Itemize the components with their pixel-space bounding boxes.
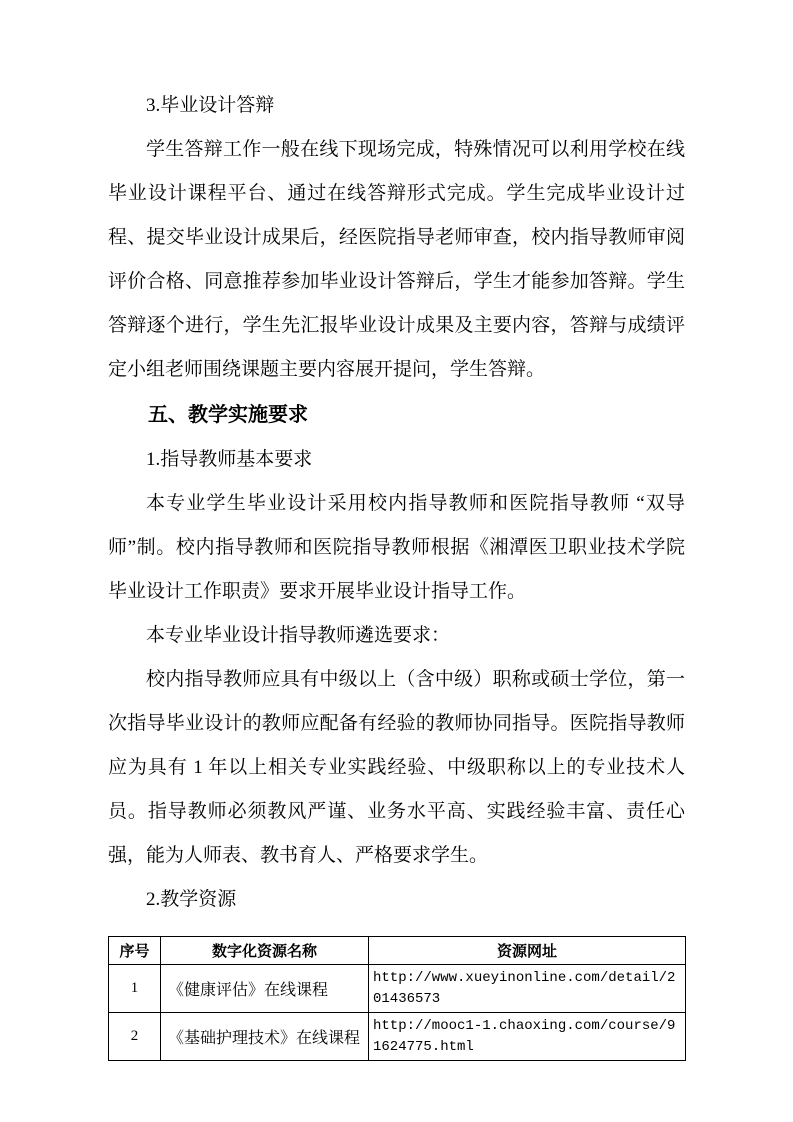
table-header-index: 序号 — [109, 937, 161, 965]
resource-url: http://www.xueyinonline.com/detail/201436573 — [369, 965, 686, 1013]
sub1-paragraph-1: 本专业学生毕业设计采用校内指导教师和医院指导教师 “双导师”制。校内指导教师和医院指导教师根据《湘潭医卫职业技术学院毕业设计工作职责》要求开展毕业设计指导工作。 — [108, 493, 685, 602]
section-3-body: 学生答辩工作一般在线下现场完成，特殊情况可以利用学校在线毕业设计课程平台、通过在线答辩形式完成。学生完成毕业设计过程、提交毕业设计成果后，经医院指导老师审查，校内指导教师审阅评价合格、同意推荐参加毕业设计答辩后，学生才能参加答辩。学生答辩逐个进行，学生先汇报毕业设计成果及主要内容，答辩与成绩评定小组老师围绕课题主要内容展开提问，学生答辩。 — [108, 139, 685, 380]
resource-name: 《基础护理技术》在线课程 — [161, 1013, 369, 1061]
sub1-paragraph-3: 校内指导教师应具有中级以上（含中级）职称或硕士学位，第一次指导毕业设计的教师应配备有经验的教师协同指导。医院指导教师应为具有 1 年以上相关专业实践经验、中级职称以上的专业技术人员。指导教师必须教风严谨、业务水平高、实践经验丰富、责任心强，能为人师表、教书育人、严格要求学生。 — [108, 669, 685, 866]
table-row — [109, 965, 686, 1013]
sub1-title: 1.指导教师基本要求 — [146, 449, 313, 470]
heading-five: 五、教学实施要求 — [148, 404, 308, 426]
table-header-row — [109, 937, 686, 965]
table-header-resource-name: 数字化资源名称 — [161, 937, 369, 965]
sub2-title: 2.教学资源 — [146, 889, 237, 910]
resource-url: http://mooc1-1.chaoxing.com/course/91624775.html — [369, 1013, 686, 1061]
table-header-resource-url: 资源网址 — [369, 937, 686, 965]
resource-name: 《健康评估》在线课程 — [161, 965, 369, 1013]
row-index: 1 — [109, 965, 161, 1013]
resource-table — [108, 936, 686, 1061]
table-row — [109, 1013, 686, 1061]
section-3-title: 3.毕业设计答辩 — [146, 95, 275, 116]
row-index: 2 — [109, 1013, 161, 1061]
sub1-paragraph-2: 本专业毕业设计指导教师遴选要求： — [146, 625, 451, 646]
